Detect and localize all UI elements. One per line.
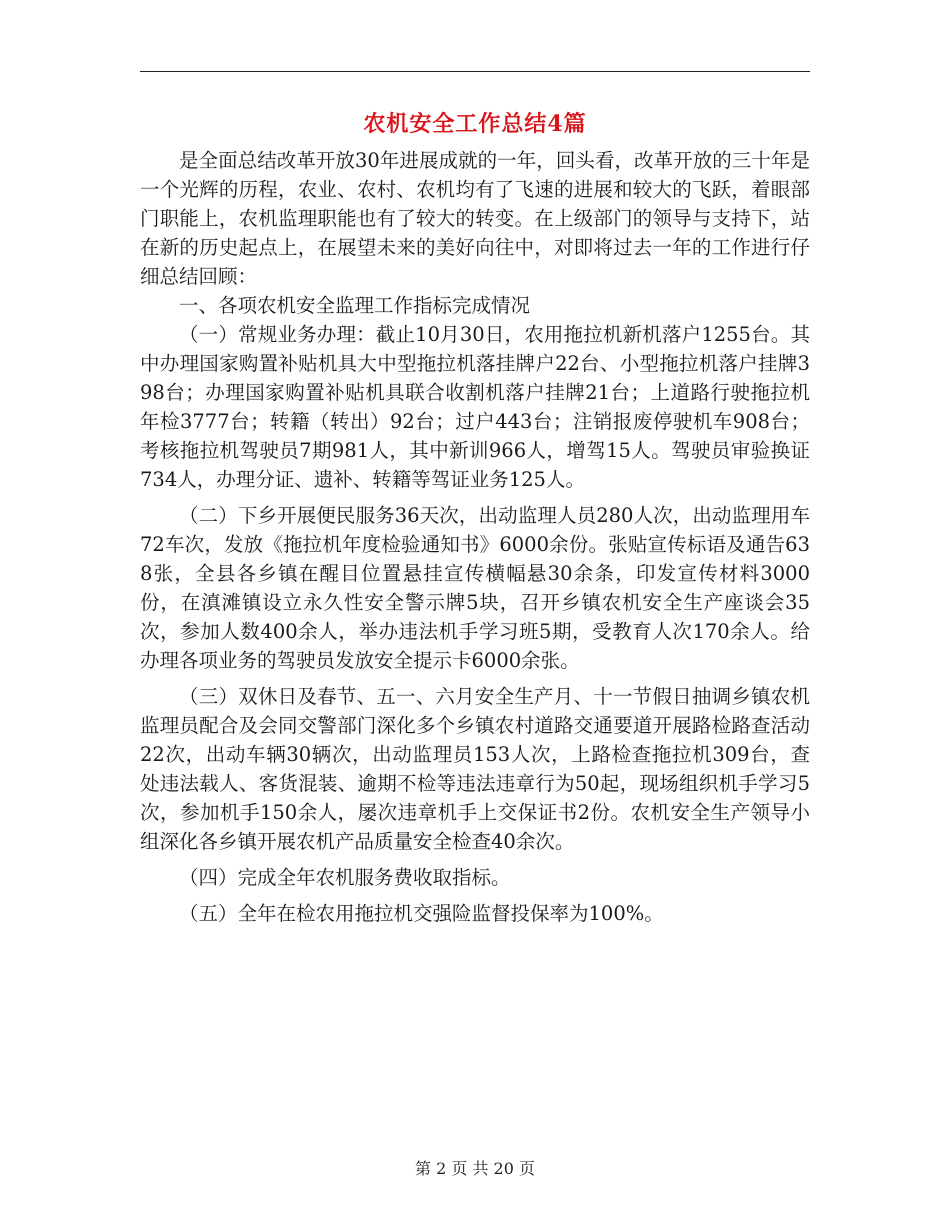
document-title: 农机安全工作总结4篇 xyxy=(363,111,587,137)
paragraph-item-5: （五）全年在检农用拖拉机交强险监督投保率为100%。 xyxy=(179,902,664,925)
page-number: 第 2 页 共 20 页 xyxy=(415,1159,535,1178)
section-heading-1: 一、各项农机安全监理工作指标完成情况 xyxy=(179,294,531,317)
paragraph-item-2: （二）下乡开展便民服务36天次，出动监理人员280人次，出动监理用车72车次，发放《拖拉机年度检验通知书》6000余份。张贴宣传标语及通告638张，全县各乡镇在醒目位置悬挂宣传横幅悬30余条，印发宣传材料3000份，在滇滩镇设立永久性安全警示牌5块，召开乡镇农机安全生产座谈会35次，参加人数400余人，举办违法机手学习班5期，受教育人次170余人。给办理各项业务的驾驶员发放安全提示卡6000余张。 xyxy=(140,504,810,672)
document-body xyxy=(140,146,810,928)
header-rule xyxy=(140,71,810,72)
paragraph-item-4: （四）完成全年农机服务费收取指标。 xyxy=(179,866,511,889)
paragraph-item-3: （三）双休日及春节、五一、六月安全生产月、十一节假日抽调乡镇农机监理员配合及会同交警部门深化多个乡镇农村道路交通要道开展路检路查活动22次，出动车辆30辆次，出动监理员153人次，上路检查拖拉机309台，查处违法载人、客货混装、逾期不检等违法违章行为50起，现场组织机手学习5次，参加机手150余人，屡次违章机手上交保证书2份。农机安全生产领导小组深化各乡镇开展农机产品质量安全检查40余次。 xyxy=(140,685,810,853)
paragraph-intro: 是全面总结改革开放30年进展成就的一年，回头看，改革开放的三十年是一个光辉的历程，农业、农村、农机均有了飞速的进展和较大的飞跃，着眼部门职能上，农机监理职能也有了较大的转变。在上级部门的领导与支持下，站在新的历史起点上，在展望未来的美好向往中，对即将过去一年的工作进行仔细总结回顾： xyxy=(140,149,810,288)
paragraph-item-1: （一）常规业务办理：截止10月30日，农用拖拉机新机落户1255台。其中办理国家购置补贴机具大中型拖拉机落挂牌户22台、小型拖拉机落户挂牌398台；办理国家购置补贴机具联合收割机落户挂牌21台；上道路行驶拖拉机年检3777台；转籍（转出）92台；过户443台；注销报废停驶机车908台；考核拖拉机驾驶员7期981人，其中新训966人，增驾15人。驾驶员审验换证734人，办理分证、遗补、转籍等驾证业务125人。 xyxy=(140,323,810,491)
